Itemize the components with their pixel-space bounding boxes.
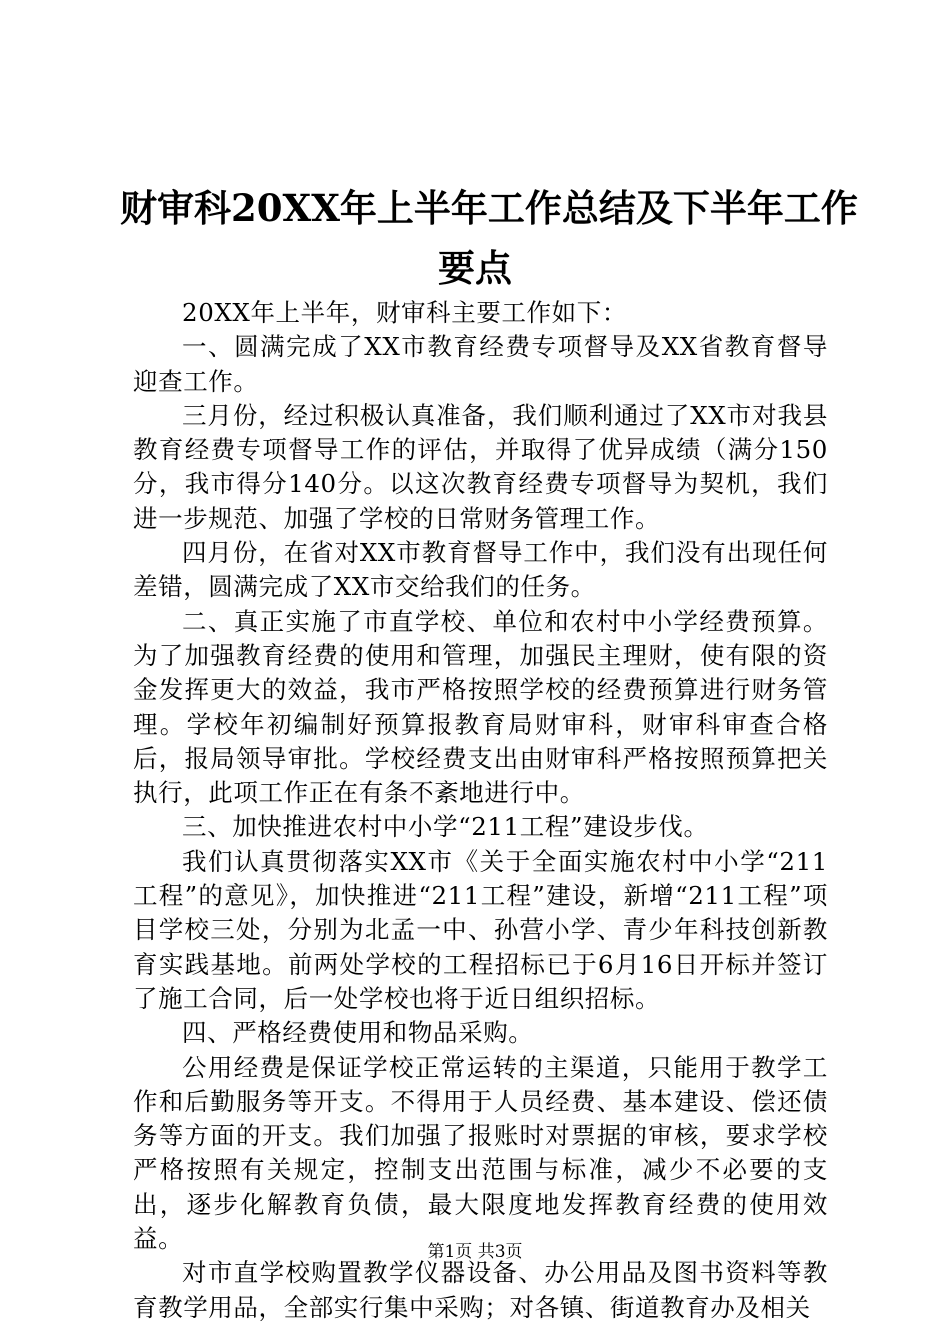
paragraph-intro: 20XX年上半年，财审科主要工作如下：: [182, 298, 627, 327]
paragraph: 公用经费是保证学校正常运转的主渠道，只能用于教学工作和后勤服务等开支。不得用于人员经费、基本建设、偿还债务等方面的开支。我们加强了报账时对票据的审核，要求学校严格按照有关规定，控制支出范围与标准，减少不必要的支出，逐步化解教育负债，最大限度地发挥教育经费的使用效益。: [133, 1052, 828, 1254]
document-body: [133, 296, 828, 1325]
page-number-footer: 第1页 共3页: [427, 1242, 523, 1262]
paragraph-section-4-heading: 四、严格经费使用和物品采购。: [182, 1018, 534, 1048]
paragraph-section-1-heading: 一、圆满完成了XX市教育经费专项督导及XX省教育督导迎查工作。: [133, 332, 828, 396]
paragraph: 我们认真贯彻落实XX市《关于全面实施农村中小学“211工程”的意见》，加快推进“211工程”建设，新增“211工程”项目学校三处，分别为北孟一中、孙营小学、青少年科技创新教育实践基地。前两处学校的工程招标已于6月16日开标并签订了施工合同，后一处学校也将于近日组织招标。: [133, 846, 828, 1013]
paragraph: 对市直学校购置教学仪器设备、办公用品及图书资料等教育教学用品，全部实行集中采购；对各镇、街道教育办及相关: [133, 1258, 828, 1322]
document-title-line-1: 财审科20XX年上半年工作总结及下半年工作: [120, 186, 858, 230]
paragraph: 三月份，经过积极认真准备，我们顺利通过了XX市对我县教育经费专项督导工作的评估，并取得了优异成绩（满分150分，我市得分140分。以这次教育经费专项督导为契机，我们进一步规范、加强了学校的日常财务管理工作。: [133, 400, 828, 533]
paragraph-section-3-heading: 三、加快推进农村中小学“211工程”建设步伐。: [182, 812, 709, 842]
paragraph-section-2: 二、真正实施了市直学校、单位和农村中小学经费预算。为了加强教育经费的使用和管理，加强民主理财，使有限的资金发挥更大的效益，我市严格按照学校的经费预算进行财务管理。学校年初编制好预算报教育局财审科，财审科审查合格后，报局领导审批。学校经费支出由财审科严格按照预算把关执行，此项工作正在有条不紊地进行中。: [133, 606, 828, 808]
paragraph: 四月份，在省对XX市教育督导工作中，我们没有出现任何差错，圆满完成了XX市交给我们的任务。: [133, 538, 828, 602]
document-title-line-2: 要点: [438, 246, 512, 290]
